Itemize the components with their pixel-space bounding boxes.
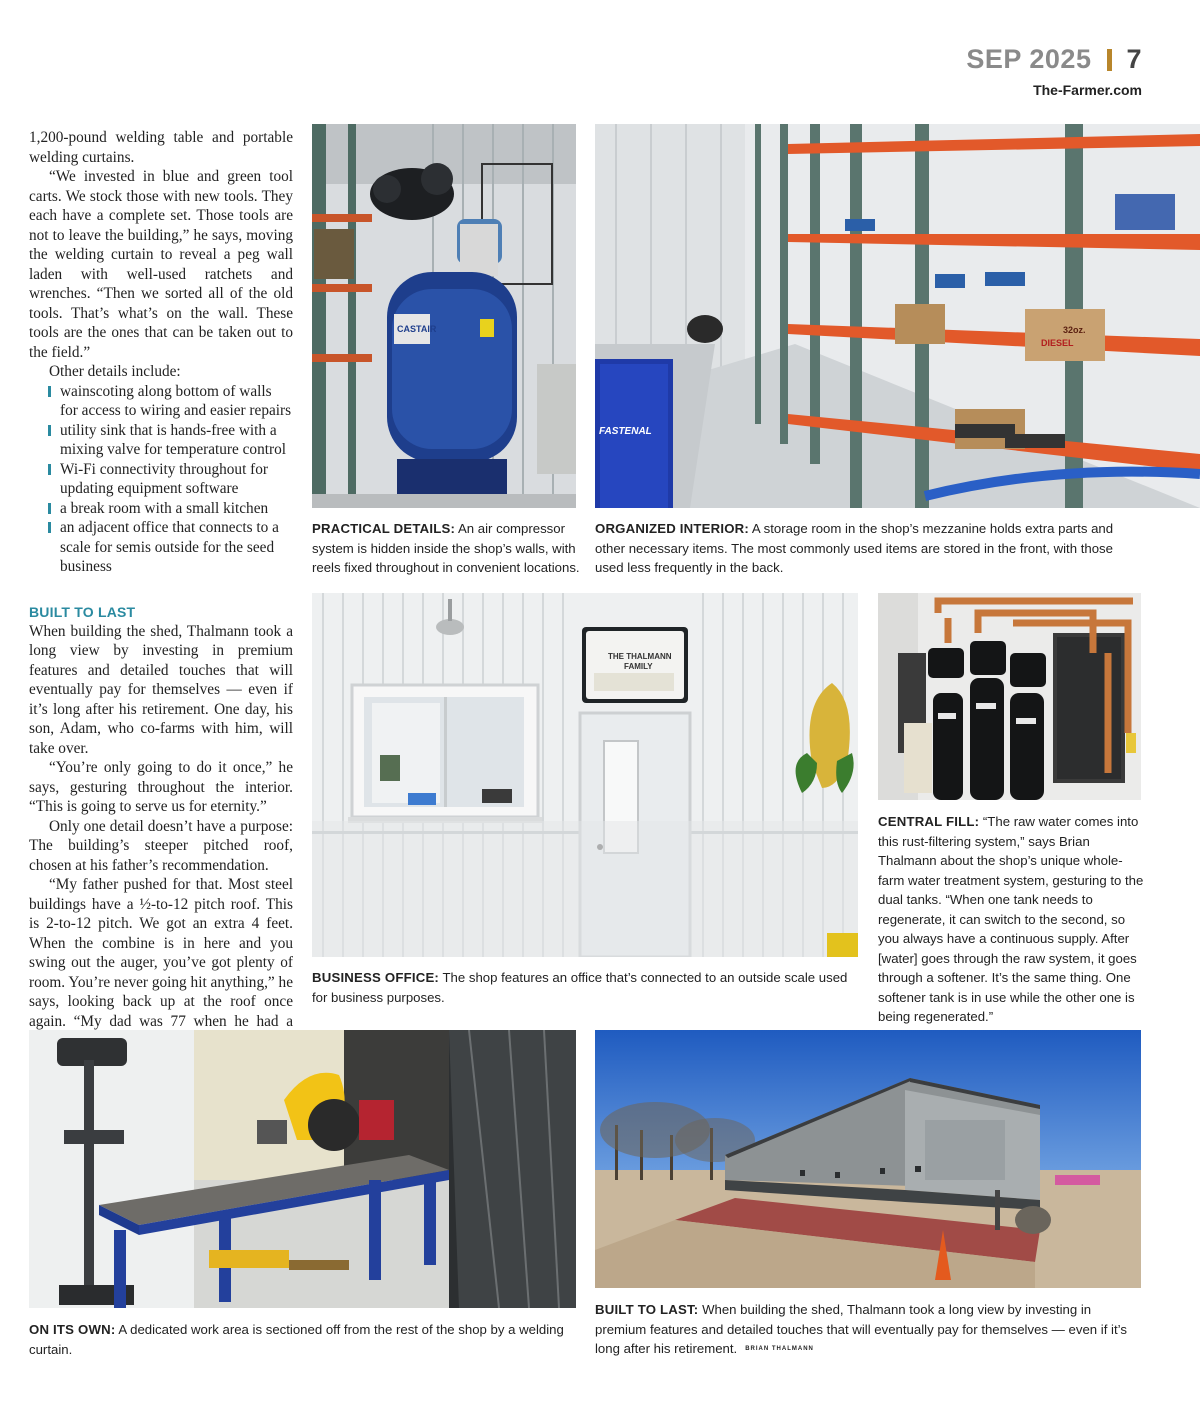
article-paragraph: Other details include: bbox=[49, 363, 181, 380]
caption-label: BUSINESS OFFICE: bbox=[312, 970, 440, 985]
storage-room-photo bbox=[595, 124, 1200, 508]
shed-exterior-photo bbox=[595, 1030, 1141, 1288]
details-list bbox=[29, 382, 293, 577]
caption-text: A dedicated work area is sectioned off from the rest of the shop by a welding curtain. bbox=[29, 1322, 564, 1357]
website-url[interactable]: The-Farmer.com bbox=[1033, 82, 1142, 98]
caption-text: An air compressor system is hidden inside the shop’s walls, with reels fixed throughout in convenient locations. bbox=[312, 521, 580, 575]
photo-credit: BRIAN THALMANN bbox=[745, 1345, 814, 1352]
page-number: 7 bbox=[1126, 44, 1142, 74]
caption-built-to-last bbox=[595, 1300, 1141, 1359]
box-label-product: DIESEL bbox=[1041, 338, 1074, 348]
caption-text: “The raw water comes into this rust-filtering system,” says Brian Thalmann about the shop’s unique whole-farm water treatment system, gesturing to the dual tanks. “When one tank needs to regenerate, it can switch to the second, so you always have a continuous supply. After [water] goes through the raw system, it goes through a softener. It’s the same thing. One softener tank is in use while the other one is being regenerated.” bbox=[878, 814, 1144, 1024]
section-subhead: BUILT TO LAST bbox=[29, 603, 136, 620]
issue-date: SEP 2025 bbox=[966, 44, 1092, 74]
caption-text: When building the shed, Thalmann took a long view by investing in premium features and detailed touches that will eventually pay for themselves — even if it’s long after his retirement. bbox=[595, 1302, 1127, 1356]
article-paragraph: “You’re only going to do it once,” he says, gesturing throughout the interior. “This is going to serve us for eternity.” bbox=[29, 759, 293, 815]
box-label-size: 32oz. bbox=[1063, 325, 1086, 335]
work-area-photo bbox=[29, 1030, 576, 1308]
caption-label: PRACTICAL DETAILS: bbox=[312, 521, 456, 536]
office-sign-line2: FAMILY bbox=[624, 662, 653, 671]
article-paragraph: “My father pushed for that. Most steel buildings have a ½-to-12 pitch roof. This is 2-to-12 pitch. We got an extra 4 feet. When the combine is in here and you swing out the auger, you’ve got plenty of room. You’re never going hit anything,” he says, looking back up at the roof once again. “My dad was 77 when he had a bbox=[29, 876, 293, 1030]
details-list-item: Wi-Fi connectivity throughout for updating equipment software bbox=[60, 460, 293, 499]
details-list-item: an adjacent office that connects to a scale for semis outside for the seed business bbox=[60, 518, 293, 577]
air-compressor-photo bbox=[312, 124, 576, 508]
issue-folio bbox=[966, 44, 1142, 75]
caption-label: CENTRAL FILL: bbox=[878, 814, 980, 829]
water-treatment-photo bbox=[878, 593, 1141, 800]
details-list-item: utility sink that is hands-free with a mixing valve for temperature control bbox=[60, 421, 293, 460]
caption-text: The shop features an office that’s connected to an outside scale used for business purposes. bbox=[312, 970, 848, 1005]
article-paragraph: “We invested in blue and green tool carts. We stock those with new tools. They each have a complete set. Those tools are not to leave the building,” he says, moving the welding curtain to reveal a peg wall laden with well-used ratchets and wrenches. “Then we sorted all of the old tools. That’s what’s on the wall. These tools are the ones that can be taken out to the field.” bbox=[29, 168, 293, 361]
article-paragraph: When building the shed, Thalmann took a long view by investing in premium features and detailed touches that will eventually pay for themselves — even if it’s long after his retirement. One day, his son, Adam, who co-farms with him, will take over. bbox=[29, 622, 293, 757]
caption-on-its-own bbox=[29, 1320, 569, 1359]
business-office-photo bbox=[312, 593, 858, 957]
compressor-decal: CASTAIR bbox=[397, 324, 437, 334]
caption-organized-interior bbox=[595, 519, 1135, 578]
caption-text: A storage room in the shop’s mezzanine holds extra parts and other necessary items. The most commonly used items are stored in the front, with those used less frequently in the back. bbox=[595, 521, 1114, 575]
caption-practical-details bbox=[312, 519, 580, 578]
office-sign-line1: THE THALMANN bbox=[608, 652, 672, 661]
cabinet-label: FASTENAL bbox=[599, 426, 652, 437]
details-list-item: wainscoting along bottom of walls for access to wiring and easier repairs bbox=[60, 382, 292, 419]
details-list-item: a break room with a small kitchen bbox=[60, 499, 293, 519]
caption-label: ORGANIZED INTERIOR: bbox=[595, 521, 749, 536]
article-paragraph: 1,200-pound welding table and portable welding curtains. bbox=[29, 129, 293, 166]
caption-central-fill bbox=[878, 812, 1146, 1027]
caption-business-office bbox=[312, 968, 852, 1007]
caption-label: ON ITS OWN: bbox=[29, 1322, 116, 1337]
caption-label: BUILT TO LAST: bbox=[595, 1302, 699, 1317]
article-column bbox=[29, 128, 293, 1051]
article-paragraph: Only one detail doesn’t have a purpose: The building’s steeper pitched roof, chosen at his father’s recommendation. bbox=[29, 817, 293, 874]
folio-divider bbox=[1107, 49, 1112, 71]
